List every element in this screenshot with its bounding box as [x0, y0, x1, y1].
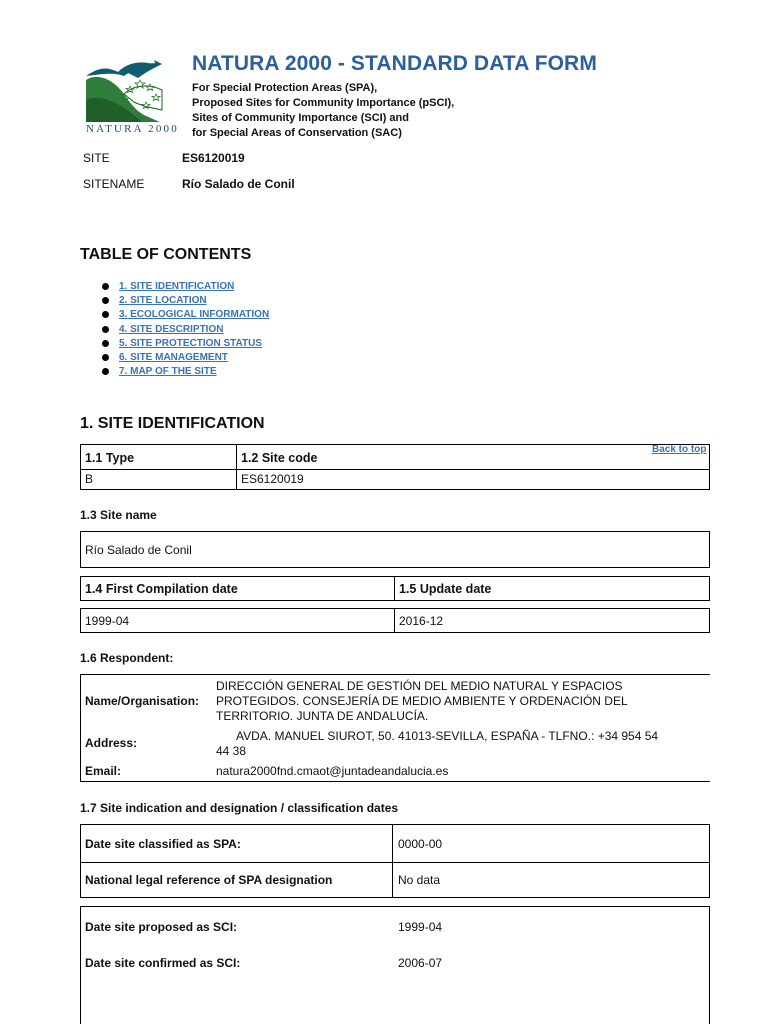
spa-table	[80, 824, 710, 898]
sci-confirmed-value: 2006-07	[398, 956, 443, 970]
sci-proposed-value: 1999-04	[398, 920, 443, 934]
toc-item	[100, 280, 269, 294]
site-code-value: ES6120019	[241, 472, 304, 486]
subtitle-line: for Special Areas of Conservation (SAC)	[192, 127, 402, 139]
type-code-table	[80, 444, 710, 490]
toc-item	[100, 351, 269, 365]
organisation-line: DIRECCIÓN GENERAL DE GESTIÓN DEL MEDIO NATURAL Y ESPACIOS	[216, 679, 623, 693]
organisation-value	[216, 679, 628, 724]
toc-link-site-identification[interactable]: 1. SITE IDENTIFICATION	[119, 281, 235, 292]
sitename-value: Río Salado de Conil	[182, 177, 295, 191]
update-date-value: 2016-12	[399, 614, 444, 628]
site-name-heading: 1.3 Site name	[80, 508, 157, 522]
dates-value-box	[80, 608, 710, 633]
designation-heading: 1.7 Site indication and designation / classification dates	[80, 801, 399, 815]
respondent-table	[80, 674, 710, 782]
toc-heading: TABLE OF CONTENTS	[80, 246, 252, 263]
subtitle-line: Proposed Sites for Community Importance (pSCI),	[192, 97, 455, 109]
email-value[interactable]: natura2000fnd.cmaot@juntadeandalucia.es	[216, 764, 449, 778]
toc-item	[100, 365, 269, 379]
toc-link-site-description[interactable]: 4. SITE DESCRIPTION	[119, 323, 224, 335]
toc-link-site-protection-status[interactable]: 5. SITE PROTECTION STATUS	[119, 337, 262, 349]
type-label: 1.1 Type	[85, 451, 135, 465]
spa-reference-label: National legal reference of SPA designation	[85, 873, 333, 887]
address-value	[216, 729, 658, 759]
spa-date-value: 0000-00	[398, 837, 443, 851]
toc-link-site-location[interactable]: 2. SITE LOCATION	[119, 295, 207, 307]
logo-wordmark: NATURA 2000	[86, 123, 179, 135]
toc-link-site-management[interactable]: 6. SITE MANAGEMENT	[119, 351, 228, 363]
toc-item	[100, 337, 269, 351]
organisation-label: Name/Organisation:	[85, 694, 200, 708]
back-to-top-link[interactable]: Back to top	[652, 444, 707, 455]
address-line: AVDA. MANUEL SIUROT, 50. 41013-SEVILLA, ESPAÑA - TLFNO.: +34 954 54	[236, 729, 659, 743]
first-compilation-label: 1.4 First Compilation date	[85, 582, 238, 596]
site-name-value: Río Salado de Conil	[85, 543, 192, 557]
dates-header-box	[80, 576, 710, 601]
subtitle-line: For Special Protection Areas (SPA),	[192, 82, 378, 94]
page-title: NATURA 2000 - STANDARD DATA FORM	[192, 52, 597, 75]
toc-item	[100, 308, 269, 322]
spa-date-label: Date site classified as SPA:	[85, 837, 241, 851]
site-value: ES6120019	[182, 151, 245, 165]
site-code-label: 1.2 Site code	[241, 451, 318, 465]
address-line: 44 38	[216, 744, 247, 758]
sci-table	[80, 906, 710, 1024]
toc-item	[100, 294, 269, 308]
natura-2000-logo	[80, 50, 183, 135]
sci-confirmed-label: Date site confirmed as SCI:	[85, 956, 241, 970]
spa-reference-value: No data	[398, 873, 441, 887]
toc-link-map-of-the-site[interactable]: 7. MAP OF THE SITE	[119, 366, 217, 378]
toc-link-ecological-information[interactable]: 3. ECOLOGICAL INFORMATION	[119, 309, 270, 321]
subtitle-line: Sites of Community Importance (SCI) and	[192, 112, 409, 124]
subtitle	[192, 81, 454, 141]
organisation-line: PROTEGIDOS. CONSEJERÍA DE MEDIO AMBIENTE Y ORDENACIÓN DEL	[216, 694, 628, 708]
section-heading: 1. SITE IDENTIFICATION	[80, 415, 265, 432]
type-value: B	[85, 472, 94, 486]
sci-proposed-label: Date site proposed as SCI:	[85, 920, 238, 934]
update-date-label: 1.5 Update date	[399, 582, 492, 596]
toc-item	[100, 323, 269, 337]
site-name-box	[80, 531, 710, 568]
respondent-heading: 1.6 Respondent:	[80, 651, 174, 665]
email-label: Email:	[85, 764, 122, 778]
toc-list	[100, 280, 269, 379]
sitename-label: SITENAME	[83, 177, 145, 191]
address-label: Address:	[85, 736, 138, 750]
site-label: SITE	[83, 151, 110, 165]
organisation-line: TERRITORIO. JUNTA DE ANDALUCÍA.	[216, 709, 429, 723]
first-compilation-value: 1999-04	[85, 614, 130, 628]
